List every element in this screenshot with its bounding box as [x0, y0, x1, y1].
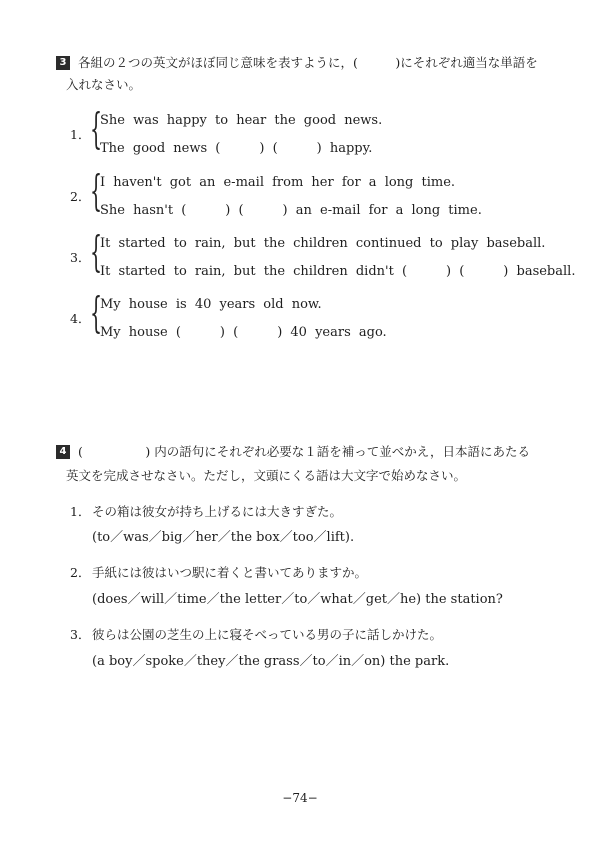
brace-icon: {: [90, 288, 103, 337]
brace-icon: {: [90, 104, 103, 153]
question-4-instruction-line2: 英文を完成させなさい。ただし，文頭にくる語は大文字で始めなさい。: [66, 468, 467, 483]
word-list: (does／will／time／the letter／to／what／get／he) the station?: [92, 592, 503, 607]
sentence-line1: It started to rain, but the children continued to play baseball.: [100, 236, 546, 251]
question-3-instruction-line1: 各組の２つの英文がほぼ同じ意味を表すように，( )にそれぞれ適当な単語を: [78, 55, 538, 70]
page-number: −74−: [282, 791, 318, 805]
sentence-line1: She was happy to hear the good news.: [100, 113, 383, 128]
japanese-sentence: 手紙には彼はいつ駅に着くと書いてありますか。: [92, 565, 368, 580]
item-number: 3．: [70, 627, 91, 642]
sentence-line1: I haven't got an e-mail from her for a long time.: [100, 175, 456, 190]
item-number: 1．: [70, 127, 91, 142]
sentence-line2: It started to rain, but the children didn't ( ) ( ) baseball.: [100, 264, 576, 279]
question-4-instruction-line1: ( ) 内の語句にそれぞれ必要な１語を補って並べかえ，日本語にあたる: [78, 444, 530, 459]
word-list: (a boy／spoke／they／the grass／to／in／on) the park.: [92, 654, 450, 669]
brace-icon: {: [90, 166, 103, 215]
item-number: 1．: [70, 504, 91, 519]
item-number: 2．: [70, 189, 91, 204]
item-number: 3．: [70, 250, 91, 265]
item-number: 4．: [70, 311, 91, 326]
sentence-line2: My house ( ) ( ) 40 years ago.: [100, 325, 387, 340]
word-list: (to／was／big／her／the box／too／lift).: [92, 530, 355, 545]
question-3-badge: 3: [56, 56, 70, 70]
sentence-line2: She hasn't ( ) ( ) an e-mail for a long time.: [100, 203, 482, 218]
japanese-sentence: その箱は彼女が持ち上げるには大きすぎた。: [92, 504, 343, 519]
question-4-badge: 4: [56, 445, 70, 459]
brace-icon: {: [90, 227, 103, 276]
question-3-instruction-line2: 入れなさい。: [66, 77, 142, 92]
item-number: 2．: [70, 565, 91, 580]
sentence-line2: The good news ( ) ( ) happy.: [100, 141, 373, 156]
sentence-line1: My house is 40 years old now.: [100, 297, 322, 312]
japanese-sentence: 彼らは公園の芝生の上に寝そべっている男の子に話しかけた。: [92, 627, 443, 642]
